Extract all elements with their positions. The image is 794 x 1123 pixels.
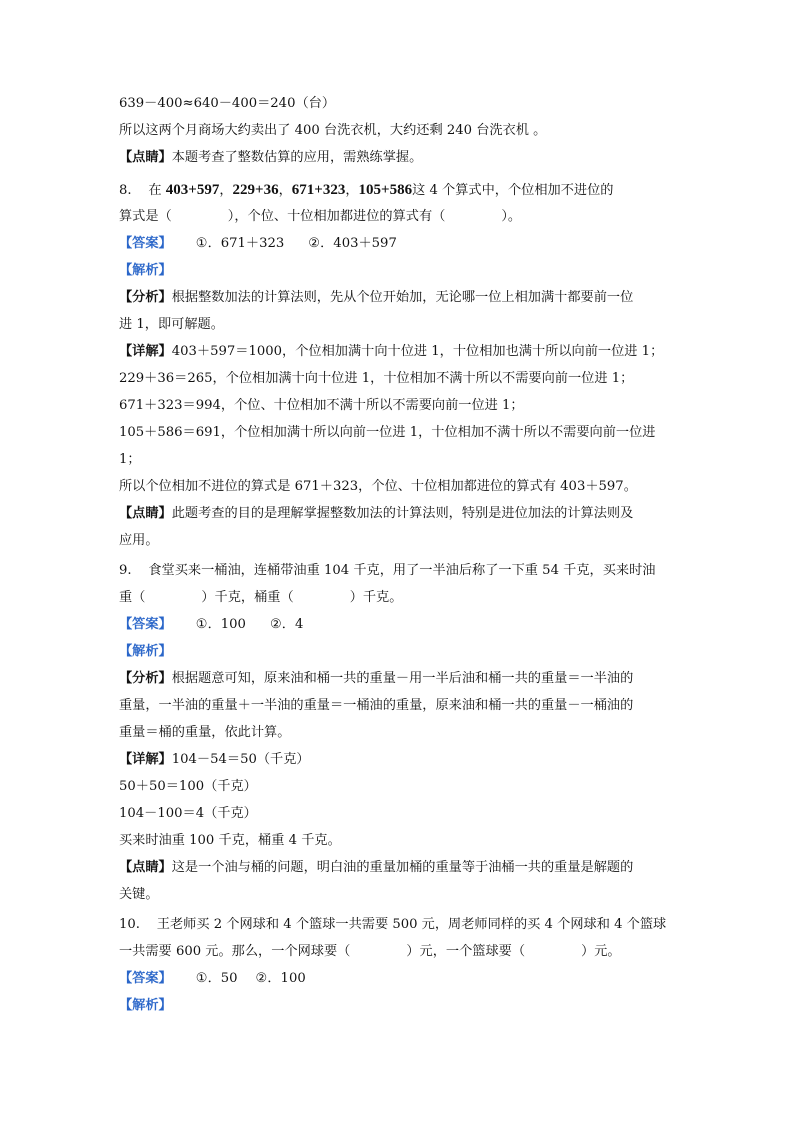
text: 算式是（ <box>119 209 172 224</box>
answer-1: ①．671＋323 <box>195 236 285 251</box>
jiexi-tag: 【解析】 <box>119 263 172 278</box>
expression-4: 105+586 <box>358 182 413 198</box>
text: ），个位、十位相加都进位的算式有（ <box>227 209 446 224</box>
expression-2: 229+36 <box>232 182 279 198</box>
text: ）千克。 <box>349 590 403 605</box>
answer-line <box>119 615 684 635</box>
text: 食堂买来一桶油，连桶带油重 104 千克，用了一半油后称了一下重 54 千克，买来时油 <box>148 563 656 578</box>
dianjing-line <box>119 148 684 168</box>
expression-3: 671+323 <box>291 182 346 198</box>
text: 此题考查的目的是理解掌握整数加法的计算法则，特别是进位加法的计算法则及 <box>171 506 634 521</box>
xiangjie-line <box>119 342 684 362</box>
fenxi-tag: 【分析】 <box>119 671 172 686</box>
text: 根据题意可知，原来油和桶一共的重量－用一半后油和桶一共的重量＝一半油的 <box>171 671 634 686</box>
text-line: 104－100＝4（千克） <box>119 806 257 821</box>
text-line: 639－400≈640－400＝240（台） <box>119 96 336 111</box>
question-number: 8. <box>119 183 132 198</box>
question-9-line-1 <box>119 561 684 581</box>
dianjing-tag: 【点睛】 <box>119 860 172 875</box>
answer-2: ②．403＋597 <box>308 236 397 251</box>
text: 一共需要 600 元。那么，一个网球要（ <box>119 944 351 959</box>
text-line: 买来时油重 100 千克，桶重 4 千克。 <box>119 833 341 848</box>
jiexi-line <box>119 642 684 662</box>
text: 重（ <box>119 590 146 605</box>
question-8-line-2 <box>119 207 684 227</box>
sep: ， <box>219 183 233 198</box>
sep: ， <box>278 183 292 198</box>
answer-1: ①．50 <box>195 971 238 986</box>
text-line: 所以个位相加不进位的算式是 671＋323，个位、十位相加都进位的算式有 403＋597。 <box>119 479 637 494</box>
answer-line <box>119 969 684 989</box>
text-line: 229＋36＝265，个位相加满十向十位进 1，十位相加不满十所以不需要向前一位进 1； <box>119 371 634 386</box>
text-line: 671＋323＝994，个位、十位相加不满十所以不需要向前一位进 1； <box>119 398 524 413</box>
text-line: 关键。 <box>119 887 159 902</box>
text-line: 105＋586＝691，个位相加满十所以向前一位进 1，十位相加不满十所以不需要向前一位进 <box>119 425 656 440</box>
text: 403＋597＝1000，个位相加满十向十位进 1，十位相加也满十所以向前一位进 1； <box>171 344 664 359</box>
jiexi-line <box>119 996 684 1016</box>
text-line: 50＋50＝100（千克） <box>119 779 257 794</box>
answer-tag: 【答案】 <box>119 617 172 632</box>
question-8-line-1 <box>119 180 684 201</box>
xiangjie-tag: 【详解】 <box>119 752 172 767</box>
answer-2: ②．100 <box>255 971 306 986</box>
fenxi-line <box>119 669 684 689</box>
jiexi-tag: 【解析】 <box>119 998 172 1013</box>
text: 根据整数加法的计算法则，先从个位开始加，无论哪一位上相加满十都要前一位 <box>171 290 634 305</box>
text: ）元，一个篮球要（ <box>406 944 526 959</box>
fenxi-line <box>119 288 684 308</box>
question-9-line-2 <box>119 588 684 608</box>
jiexi-line <box>119 261 684 281</box>
answer-1: ①．100 <box>195 617 246 632</box>
text: ）千克，桶重（ <box>201 590 294 605</box>
text: ）。 <box>501 209 522 224</box>
dianjing-line <box>119 504 684 524</box>
text: 王老师买 2 个网球和 4 个篮球一共需要 500 元，周老师同样的买 4 个网球和 4 个篮球 <box>156 917 667 932</box>
question-10-line-2 <box>119 942 684 962</box>
sep: ， <box>345 183 359 198</box>
dianjing-tag: 【点睛】 <box>119 150 172 165</box>
question-number: 10. <box>119 917 140 932</box>
text: ）元。 <box>581 944 621 959</box>
answer-line <box>119 234 684 254</box>
text: 这是一个油与桶的问题，明白油的重量加桶的重量等于油桶一共的重量是解题的 <box>171 860 634 875</box>
text-line: 重量＝桶的重量，依此计算。 <box>119 725 291 740</box>
question-10-line-1 <box>119 915 684 935</box>
text-line: 1； <box>119 452 141 467</box>
xiangjie-tag: 【详解】 <box>119 344 172 359</box>
fenxi-tag: 【分析】 <box>119 290 172 305</box>
text-line: 应用。 <box>119 533 159 548</box>
answer-tag: 【答案】 <box>119 236 172 251</box>
text: 104－54＝50（千克） <box>171 752 310 767</box>
text-line: 所以这两个月商场大约卖出了 400 台洗衣机，大约还剩 240 台洗衣机 。 <box>119 123 547 138</box>
dianjing-line <box>119 858 684 878</box>
text-line: 进 1，即可解题。 <box>119 317 224 332</box>
text: 在 <box>148 183 162 198</box>
jiexi-tag: 【解析】 <box>119 644 172 659</box>
text-line: 重量，一半油的重量＋一半油的重量＝一桶油的重量，原来油和桶一共的重量－一桶油的 <box>119 698 634 713</box>
question-number: 9. <box>119 563 132 578</box>
answer-2: ②．4 <box>269 617 304 632</box>
answer-tag: 【答案】 <box>119 971 172 986</box>
xiangjie-line <box>119 750 684 770</box>
expression-1: 403+597 <box>165 182 220 198</box>
dianjing-tag: 【点睛】 <box>119 506 172 521</box>
dianjing-text: 本题考查了整数估算的应用，需熟练掌握。 <box>171 150 423 165</box>
text: 这 4 个算式中，个位相加不进位的 <box>412 183 614 198</box>
